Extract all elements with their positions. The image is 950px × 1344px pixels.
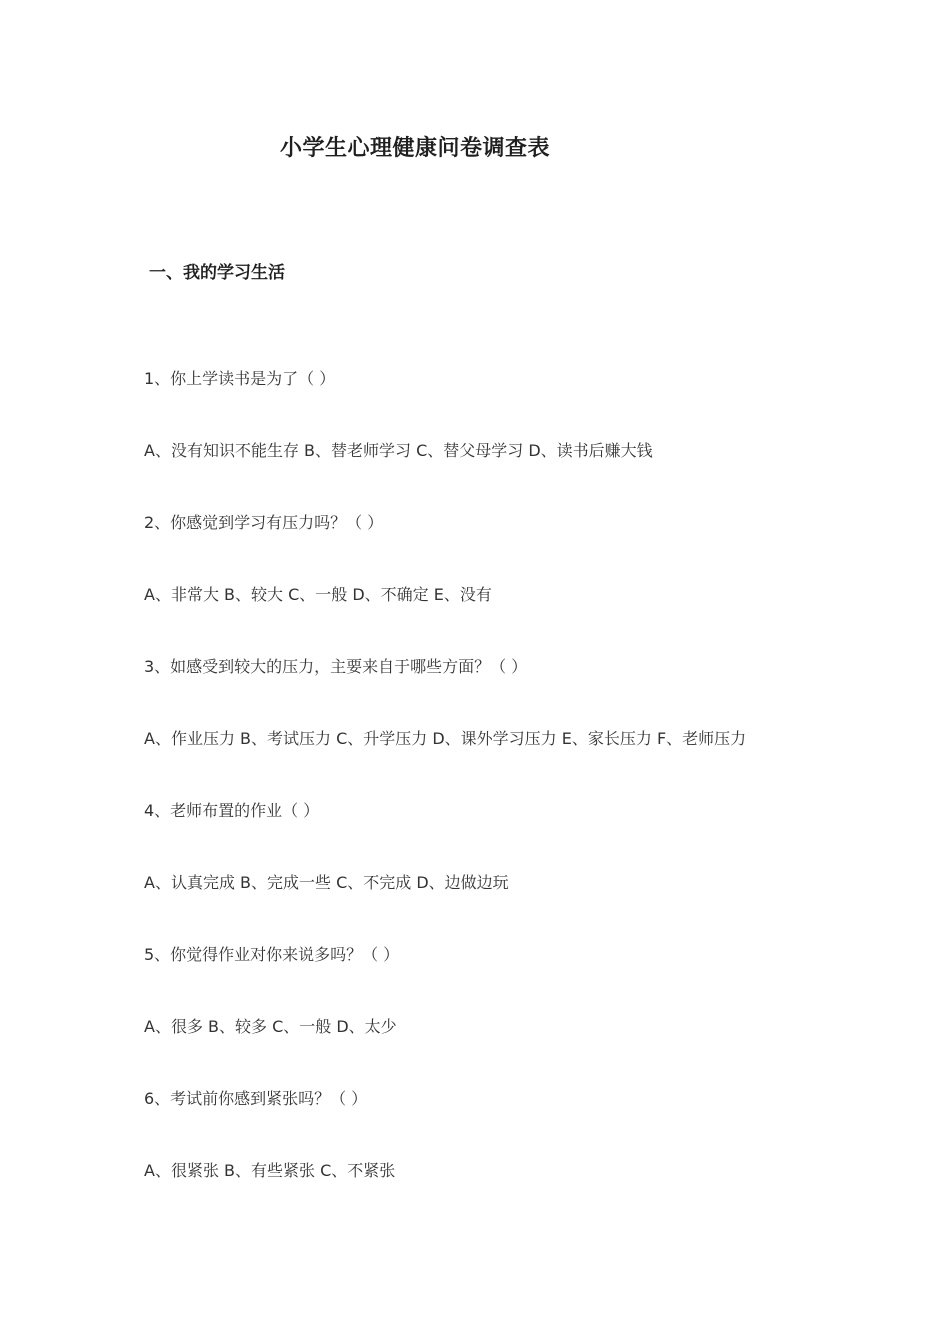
question-options: A、没有知识不能生存 B、替老师学习 C、替父母学习 D、读书后赚大钱 — [144, 441, 653, 460]
question-options: A、作业压力 B、考试压力 C、升学压力 D、课外学习压力 E、家长压力 F、老师压力 — [144, 729, 747, 748]
document-title: 小学生心理健康问卷调查表 — [280, 136, 551, 161]
question-options: A、很紧张 B、有些紧张 C、不紧张 — [144, 1161, 396, 1180]
question-text: 3、如感受到较大的压力，主要来自于哪些方面？（ ） — [144, 657, 528, 676]
question-options: A、非常大 B、较大 C、一般 D、不确定 E、没有 — [144, 585, 492, 604]
question-text: 2、你感觉到学习有压力吗？（ ） — [144, 513, 384, 532]
question-text: 1、你上学读书是为了（ ） — [144, 369, 336, 388]
question-text: 4、老师布置的作业（ ） — [144, 801, 320, 820]
question-options: A、认真完成 B、完成一些 C、不完成 D、边做边玩 — [144, 873, 509, 892]
question-text: 5、你觉得作业对你来说多吗？（ ） — [144, 945, 400, 964]
question-options: A、很多 B、较多 C、一般 D、太少 — [144, 1017, 397, 1036]
section-heading: 一、我的学习生活 — [149, 263, 285, 283]
question-text: 6、考试前你感到紧张吗？（ ） — [144, 1089, 368, 1108]
